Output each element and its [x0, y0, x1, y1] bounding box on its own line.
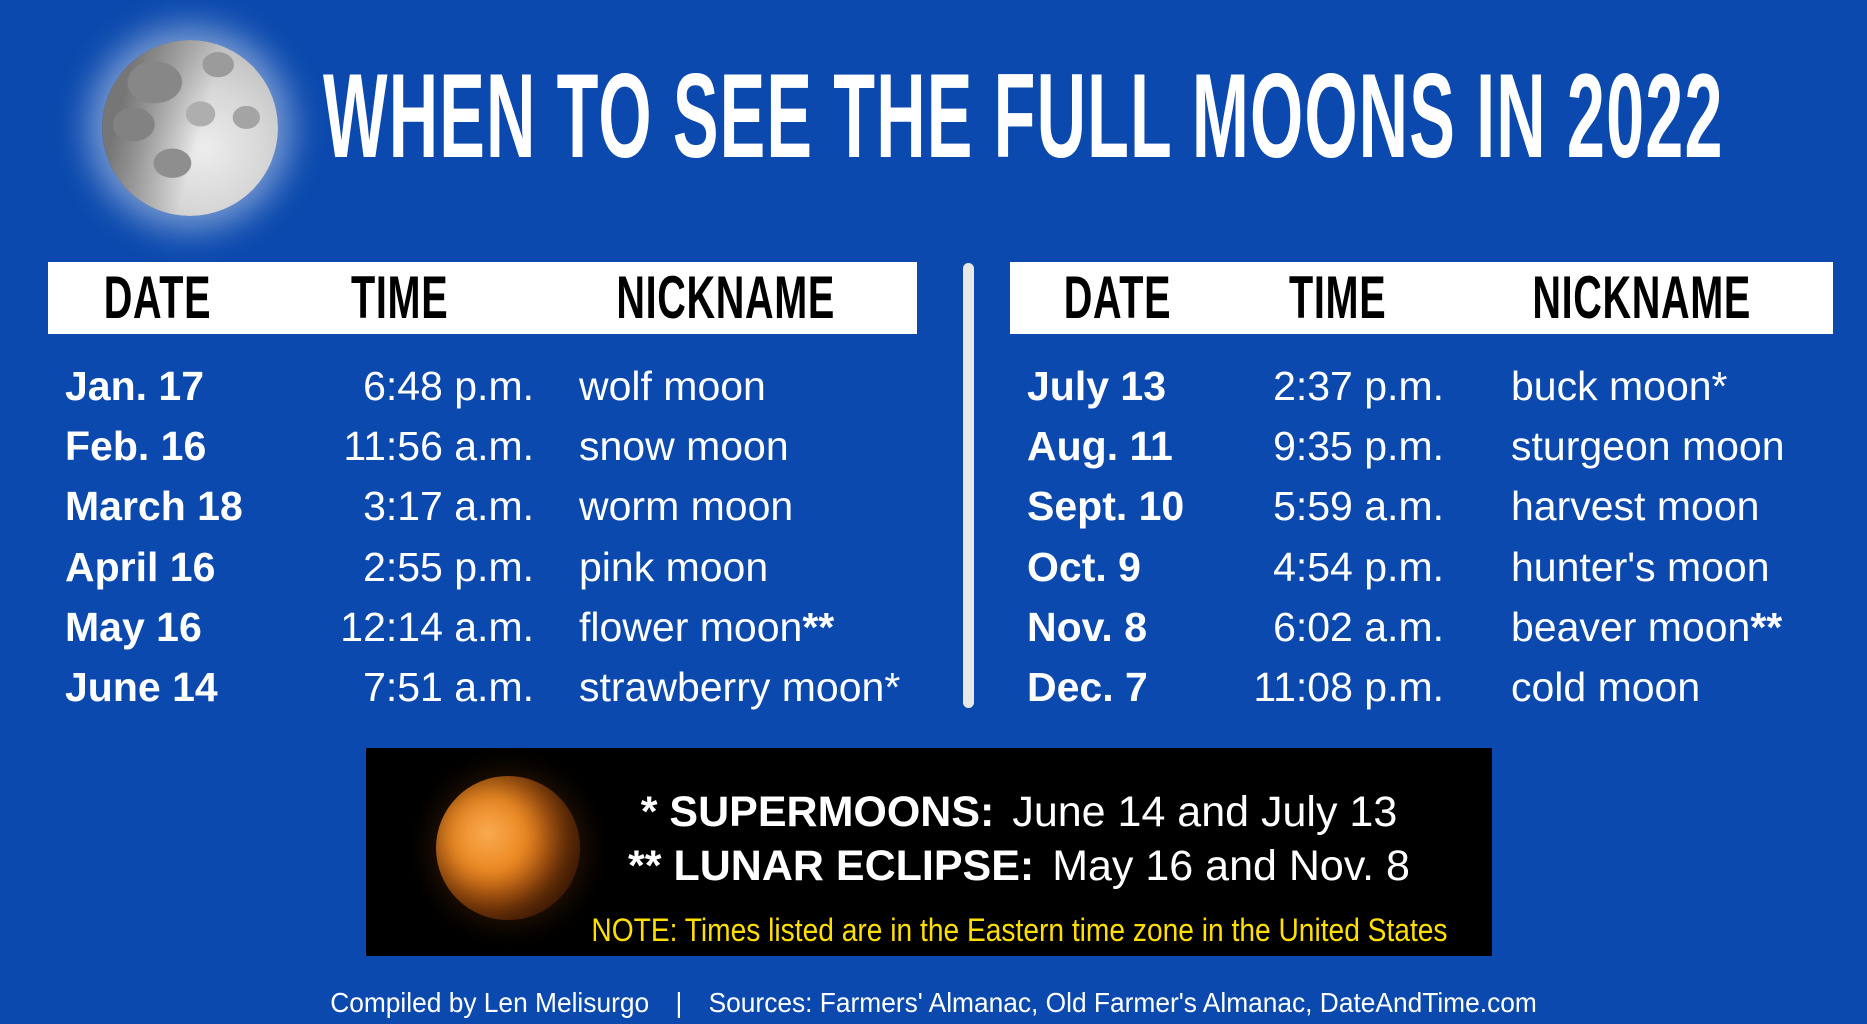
table-row — [1010, 597, 1833, 657]
table-header — [1010, 262, 1833, 334]
nickname-cell: snow moon — [579, 422, 789, 469]
date-cell: July 13 — [1027, 362, 1167, 409]
lunar-eclipse-value: May 16 and Nov. 8 — [1052, 842, 1410, 890]
credit-line — [56, 988, 1811, 1018]
table-row — [1010, 537, 1833, 597]
table-divider — [963, 263, 974, 708]
table-header — [48, 262, 917, 334]
compiled-by: Compiled by Len Melisurgo — [330, 987, 650, 1018]
table-body — [1010, 356, 1833, 718]
table-row — [48, 356, 917, 416]
date-cell: Jan. 17 — [65, 362, 205, 409]
nickname-cell: sturgeon moon — [1511, 422, 1785, 469]
sources: Sources: Farmers' Almanac, Old Farmer's Almanac, DateAndTime.com — [708, 987, 1537, 1018]
nickname-cell: pink moon — [579, 543, 769, 590]
date-cell: Dec. 7 — [1027, 664, 1148, 711]
column-header-date: DATE — [1063, 264, 1172, 331]
supermoons-value: June 14 and July 13 — [1012, 788, 1398, 836]
lunar-eclipse-label: ** LUNAR ECLIPSE: — [628, 842, 1035, 890]
time-cell: 2:55 p.m. — [363, 543, 534, 590]
lunar-eclipse-marker: ** — [1750, 603, 1783, 650]
table-row — [48, 657, 917, 717]
time-cell: 12:14 a.m. — [340, 603, 534, 650]
date-cell: May 16 — [65, 603, 202, 650]
time-cell: 4:54 p.m. — [1273, 543, 1444, 590]
nickname-cell: beaver moon** — [1511, 603, 1783, 650]
time-cell: 11:56 a.m. — [343, 422, 534, 469]
nickname-cell: harvest moon — [1511, 483, 1760, 530]
date-cell: Sept. 10 — [1027, 483, 1185, 530]
lunar-eclipse-line — [628, 840, 1410, 892]
nickname-cell: hunter's moon — [1511, 543, 1770, 590]
table-row — [1010, 477, 1833, 537]
column-header-nickname: NICKNAME — [1532, 264, 1751, 331]
table-row — [1010, 657, 1833, 717]
eclipse-moon-icon — [436, 776, 580, 920]
nickname-cell: buck moon* — [1511, 362, 1728, 409]
lunar-eclipse-marker: ** — [802, 603, 835, 650]
column-header-time: TIME — [351, 264, 449, 331]
time-cell: 7:51 a.m. — [363, 664, 534, 711]
nickname-cell: strawberry moon* — [579, 664, 901, 711]
time-cell: 11:08 p.m. — [1253, 664, 1444, 711]
table-row — [1010, 416, 1833, 476]
time-cell: 6:48 p.m. — [363, 362, 534, 409]
table-row — [48, 537, 917, 597]
page-title: WHEN TO SEE THE FULL MOONS IN 2022 — [323, 49, 1724, 183]
date-cell: March 18 — [65, 483, 243, 530]
moon-table-jan-june — [48, 262, 917, 718]
table-body — [48, 356, 917, 718]
table-row — [48, 477, 917, 537]
column-header-time: TIME — [1288, 264, 1387, 331]
date-cell: April 16 — [65, 543, 216, 590]
time-cell: 2:37 p.m. — [1273, 362, 1444, 409]
legend-text — [590, 748, 1448, 956]
supermoons-line — [641, 786, 1398, 838]
time-cell: 6:02 a.m. — [1273, 603, 1444, 650]
table-row — [1010, 356, 1833, 416]
column-header-nickname: NICKNAME — [616, 264, 835, 331]
column-header-date: DATE — [103, 264, 211, 331]
time-cell: 9:35 p.m. — [1273, 422, 1444, 469]
time-cell: 3:17 a.m. — [363, 483, 534, 530]
timezone-note: NOTE: Times listed are in the Eastern time zone in the United States — [590, 912, 1448, 948]
time-cell: 5:59 a.m. — [1273, 483, 1444, 530]
date-cell: Oct. 9 — [1027, 543, 1141, 590]
date-cell: Aug. 11 — [1027, 422, 1173, 469]
supermoons-label: * SUPERMOONS: — [640, 788, 995, 836]
nickname-cell: wolf moon — [579, 362, 766, 409]
legend-box — [366, 748, 1492, 956]
nickname-cell: worm moon — [579, 483, 794, 530]
nickname-cell: flower moon** — [579, 603, 835, 650]
moon-table-july-dec — [1010, 262, 1833, 718]
full-moon-icon — [102, 40, 278, 216]
date-cell: Feb. 16 — [65, 422, 207, 469]
date-cell: June 14 — [65, 664, 218, 711]
table-row — [48, 416, 917, 476]
date-cell: Nov. 8 — [1027, 603, 1147, 650]
table-row — [48, 597, 917, 657]
nickname-cell: cold moon — [1511, 664, 1701, 711]
credit-separator: | — [675, 987, 683, 1018]
